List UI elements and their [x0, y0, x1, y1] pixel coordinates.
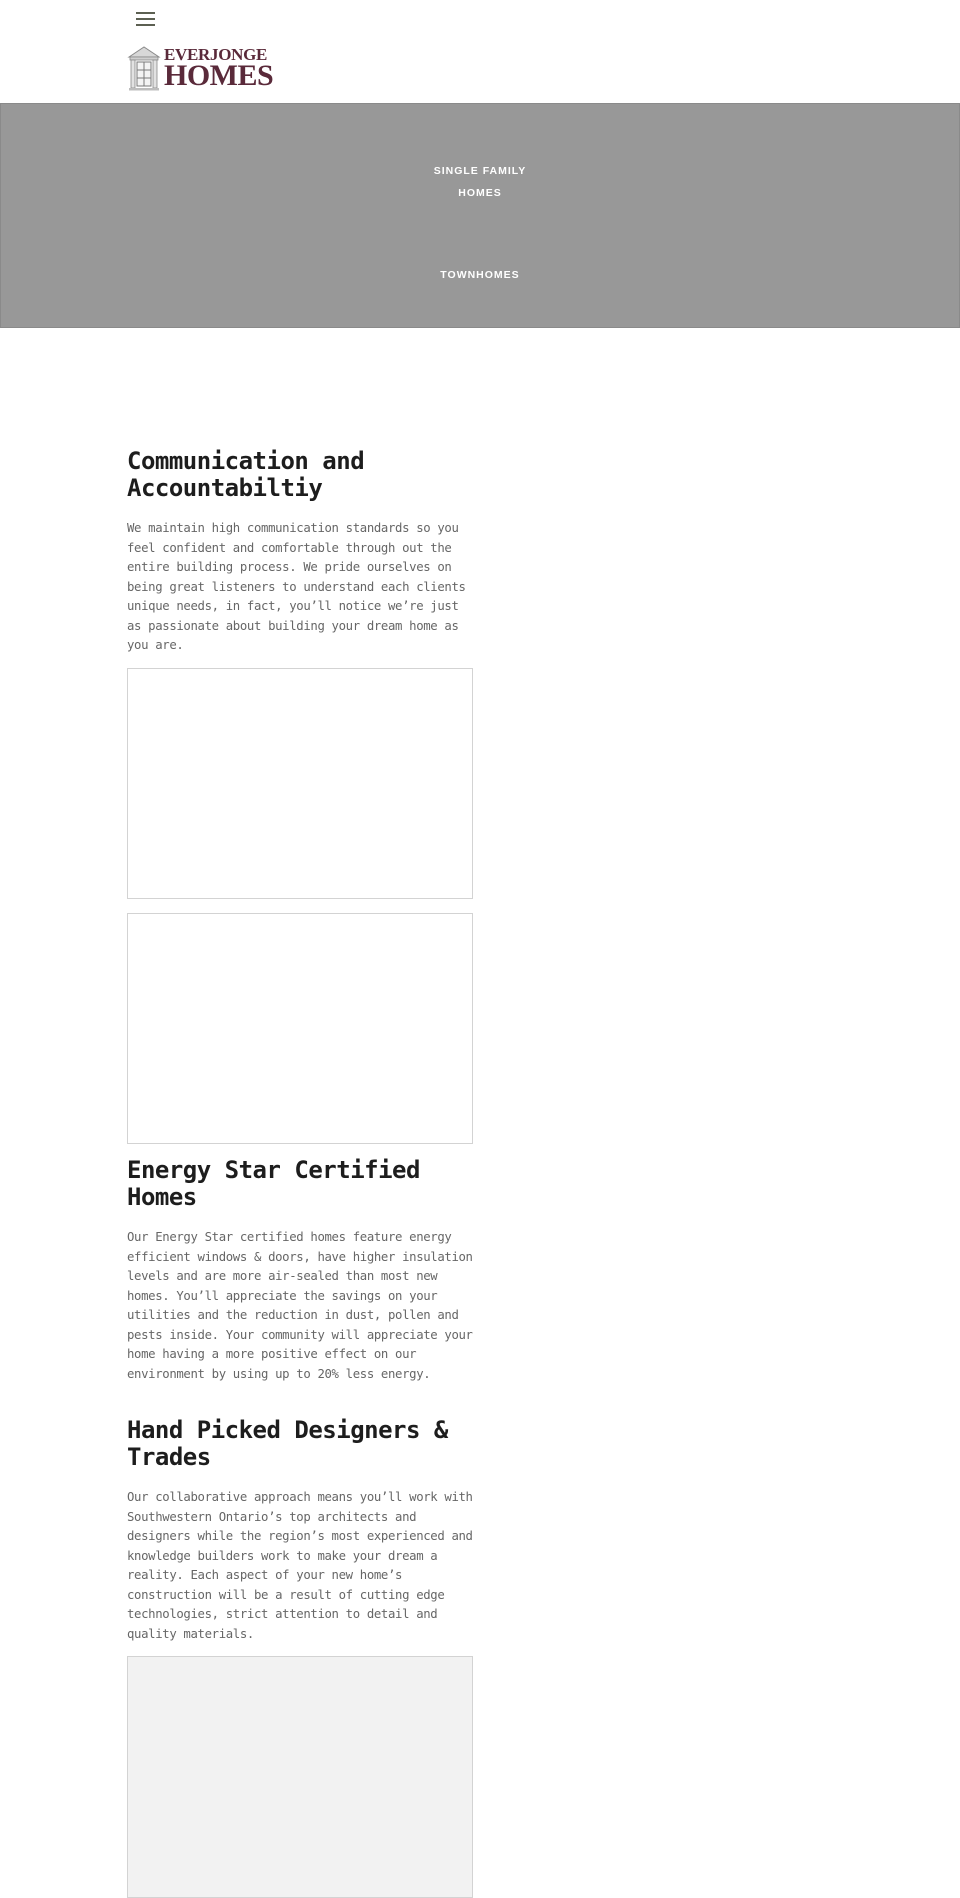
image-placeholder: [127, 1656, 473, 1898]
title-line: Trades: [127, 1443, 211, 1471]
menu-line: [136, 12, 155, 14]
section-body: Our collaborative approach means you’ll work with Southwestern Ontario’s top architects and designers while the region’s most experienced and knowledge builders work to make your dream a reality. Each aspect of your new home’s construction will be a result of cutting edge technologies, strict attention to detail and quality materials.: [127, 1490, 473, 1641]
logo-top-line: EVERJONGE: [164, 44, 268, 64]
hamburger-menu-icon[interactable]: [136, 9, 156, 27]
section-title: [127, 448, 477, 502]
section-body: We maintain high communication standards so you feel confident and comfortable through out the entire building process. We pride ourselves on being great listeners to understand each clients unique needs, in fact, you’ll notice we’re just as passionate about building your dream home as you are.: [127, 521, 466, 652]
site-logo[interactable]: [127, 44, 275, 92]
site-header: [0, 0, 960, 103]
image-placeholder: [127, 668, 473, 899]
title-line: Accountabiltiy: [127, 474, 323, 502]
menu-line: [136, 18, 155, 20]
logo-bottom-line: HOMES: [164, 58, 274, 92]
title-line: Hand Picked Designers &: [127, 1416, 448, 1444]
nav-link-single-family[interactable]: SINGLE FAMILY: [433, 165, 527, 177]
title-line: Homes: [127, 1183, 197, 1211]
title-line: Energy Star Certified: [127, 1156, 420, 1184]
section-energy-star: [127, 1157, 477, 1384]
hero-banner: [0, 103, 960, 328]
nav-link-townhomes[interactable]: TOWNHOMES: [440, 269, 520, 281]
menu-line: [136, 24, 155, 26]
section-title: [127, 1157, 477, 1211]
section-body: Our Energy Star certified homes feature energy efficient windows & doors, have higher insulation levels and are more air-sealed than most new homes. You’ll appreciate the savings on your utilities and the reduction in dust, pollen and pests inside. Your community will appreciate your home having a more positive effect on our environment by using up to 20% less energy.: [127, 1230, 473, 1381]
nav-link-homes[interactable]: HOMES: [458, 187, 502, 199]
building-facade-icon: [127, 45, 161, 91]
section-title: [127, 1417, 477, 1471]
section-communication: [127, 448, 477, 656]
section-designers-trades: [127, 1417, 477, 1644]
title-line: Communication and: [127, 447, 365, 475]
image-placeholder: [127, 913, 473, 1144]
logo-wordmark: [164, 46, 273, 91]
